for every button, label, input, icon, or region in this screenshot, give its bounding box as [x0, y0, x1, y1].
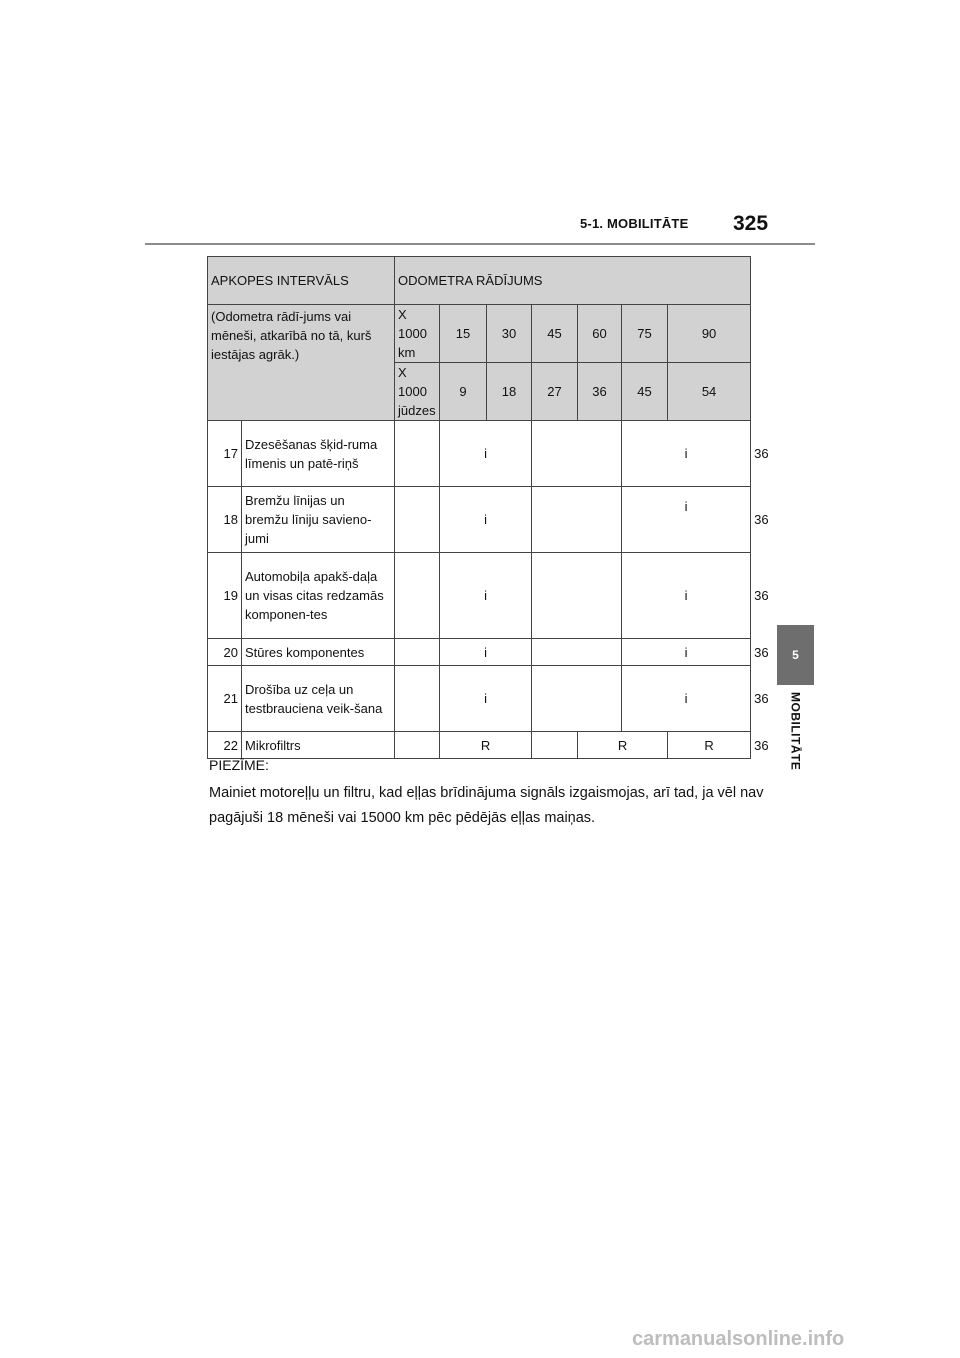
note-title: PIEZĪME: — [209, 757, 269, 773]
row-cell: i — [440, 639, 532, 666]
watermark: carmanualsonline.info — [632, 1328, 845, 1350]
km-value: 60 — [578, 305, 622, 363]
miles-value: 18 — [487, 363, 532, 421]
row-cell: i — [440, 553, 532, 639]
row-item: Dzesēšanas šķid-ruma līmenis un patē-riņš — [242, 421, 395, 487]
km-value: 30 — [487, 305, 532, 363]
table-row: 21 Drošība uz ceļa un testbrauciena veik-šana i i 36 — [208, 666, 751, 732]
row-number: 17 — [208, 421, 242, 487]
row-cell: i — [622, 666, 751, 732]
row-cell: i — [622, 553, 751, 639]
miles-value: 9 — [440, 363, 487, 421]
row-item: Mikrofiltrs — [242, 732, 395, 759]
row-cell: i — [440, 421, 532, 487]
page-number: 325 — [733, 212, 769, 235]
row-number: 20 — [208, 639, 242, 666]
km-value: 45 — [532, 305, 578, 363]
row-item: Bremžu līnijas un bremžu līniju savieno-jumi — [242, 487, 395, 553]
row-item: Drošība uz ceļa un testbrauciena veik-šana — [242, 666, 395, 732]
miles-value: 54 — [668, 363, 751, 421]
miles-value: 45 — [622, 363, 668, 421]
km-value: 15 — [440, 305, 487, 363]
table-header-row — [208, 257, 751, 305]
table-row: 19 Automobiļa apakš-daļa un visas citas redzamās komponen-tes i i 36 — [208, 553, 751, 639]
table-row: 22 Mikrofiltrs R R R 36 — [208, 732, 751, 759]
row-item: Stūres komponentes — [242, 639, 395, 666]
row-number: 21 — [208, 666, 242, 732]
table-row: 17 Dzesēšanas šķid-ruma līmenis un patē-riņš i i 36 — [208, 421, 751, 487]
row-cell: i — [622, 421, 751, 487]
table-row: 18 Bremžu līnijas un bremžu līniju savieno-jumi i i 36 — [208, 487, 751, 553]
note-text: Mainiet motoreļļu un filtru, kad eļļas brīdinājuma signāls izgaismojas, arī tad, ja vēl nav pagājuši 18 mēneši vai 15000 km pēc pēdējās eļļas maiņas. — [209, 785, 764, 826]
section-title: 5-1. MOBILITĀTE — [580, 216, 689, 231]
table-row: 20 Stūres komponentes i i 36 — [208, 639, 751, 666]
chapter-tab[interactable] — [777, 625, 814, 685]
row-cell: i — [622, 487, 751, 553]
km-row — [208, 305, 751, 363]
row-cell: i — [440, 666, 532, 732]
chapter-tab-number: 5 — [792, 648, 799, 662]
row-number: 19 — [208, 553, 242, 639]
interval-condition: (Odometra rādī-jums vai mēneši, atkarībā no tā, kurš iestājas agrāk.) — [208, 305, 395, 421]
odometer-header: ODOMETRA RĀDĪJUMS — [395, 257, 751, 305]
row-cell: i — [622, 639, 751, 666]
header-divider — [145, 243, 815, 245]
miles-value: 36 — [578, 363, 622, 421]
row-number: 18 — [208, 487, 242, 553]
km-value: 75 — [622, 305, 668, 363]
chapter-label-text: MOBILITĀTE — [788, 692, 803, 771]
miles-value: 27 — [532, 363, 578, 421]
km-value: 90 — [668, 305, 751, 363]
row-number: 22 — [208, 732, 242, 759]
row-cell: R — [668, 732, 751, 759]
row-cell: R — [440, 732, 532, 759]
maintenance-schedule-table — [207, 256, 769, 759]
km-label: X 1000 km — [395, 305, 440, 363]
row-cell: R — [578, 732, 668, 759]
row-cell: i — [440, 487, 532, 553]
miles-label: X 1000 jūdzes — [395, 363, 440, 421]
row-item: Automobiļa apakš-daļa un visas citas redzamās komponen-tes — [242, 553, 395, 639]
interval-header: APKOPES INTERVĀLS — [208, 257, 395, 305]
chapter-label — [777, 692, 814, 792]
